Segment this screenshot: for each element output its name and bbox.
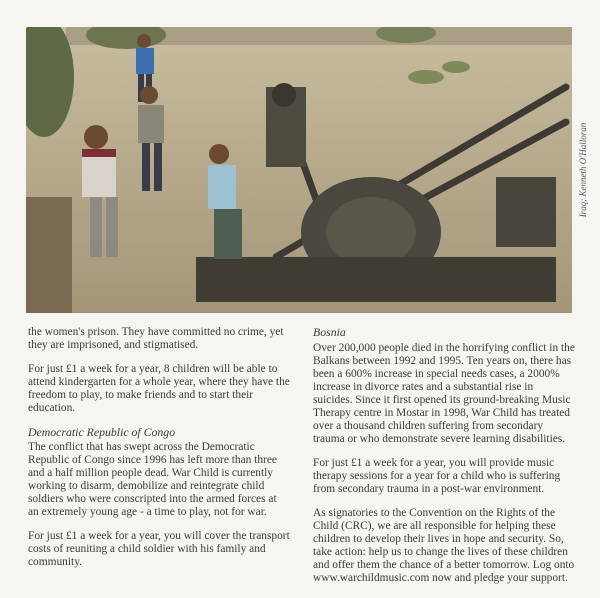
drc-paragraph: The conflict that has swept across the Democratic Republic of Congo since 1996 has left more than three and a half million people dead. War Child is currently working to disarm, demobilize and reintegrate child soldiers who were conscripted into the armed forces at an extremely young age - a time to play, not for war. [28,441,277,518]
kindergarten-paragraph: For just £1 a week for a year, 8 children will be able to attend kindergarten for a whole year, where they have the freedom to play, to make friends and to start their education. [28,363,290,414]
photo-caption [572,27,594,313]
drc-heading: Democratic Republic of Congo [28,425,176,439]
call-to-action-paragraph: As signatories to the Convention on the Rights of the Child (CRC), we are all responsible for helping these children to develop their lives in hope and security. So, take action: help us to change the lives of these children and offer them the chance of a better tomorrow. Log onto www.warchildmusic.com now and pledge your support. [313,507,575,584]
bosnia-pledge-paragraph: For just £1 a week for a year, you will provide music therapy sessions for a year for a child who is suffering from secondary trauma in a post-war environment. [313,457,561,495]
photo-children-with-wrecked-gun [26,27,572,313]
left-column [28,326,290,580]
drc-pledge-paragraph: For just £1 a week for a year, you will cover the transport costs of reuniting a child soldier with his family and community. [28,530,290,568]
intro-paragraph: the women's prison. They have committed no crime, yet they are imprisoned, and stigmatised. [28,326,284,351]
photo-credit: Iraq; Kenneth O'Halloran [578,122,588,218]
photo-illustration [26,27,572,313]
bosnia-heading: Bosnia [313,325,346,339]
bosnia-paragraph: Over 200,000 people died in the horrifying conflict in the Balkans between 1992 and 1995. Ten years on, there has been a 600% increase in special needs cases, a 2000% increase in divorce rates and a substantial rise in suicides. Since it first opened its ground-breaking Music Therapy centre in Mostar in 1998, War Child has treated over a thousand children suffering from secondary trauma or who demonstrate severe learning disabilities. [313,342,575,445]
right-column [313,326,575,596]
